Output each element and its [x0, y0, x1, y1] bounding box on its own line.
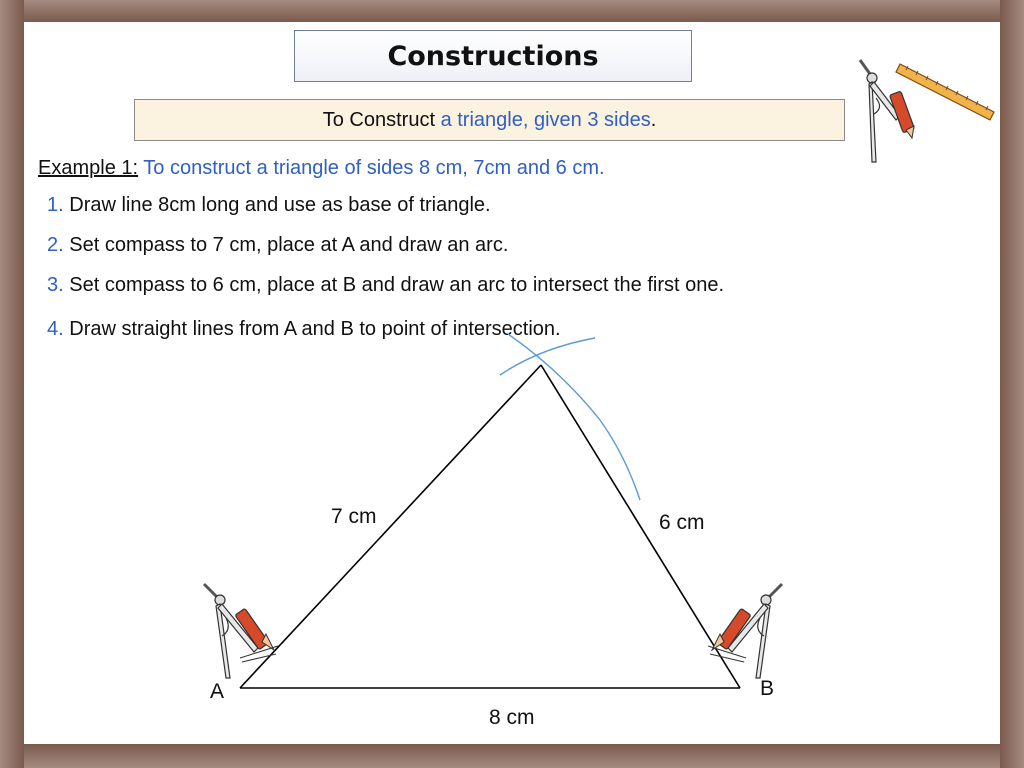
- step-number: 2.: [47, 234, 64, 256]
- ruler-icon: [896, 64, 994, 120]
- step-number: 1.: [47, 194, 64, 216]
- step-text: Draw line 8cm long and use as base of triangle.: [69, 194, 491, 216]
- step-text: Set compass to 6 cm, place at B and draw an arc to intersect the first one.: [69, 274, 725, 296]
- example-text: To construct a triangle of sides 8 cm, 7cm and 6 cm.: [143, 157, 605, 179]
- triangle-left-side: [240, 365, 541, 688]
- vertex-a-label: A: [210, 680, 225, 703]
- subtitle-highlight: a triangle, given 3 sides: [440, 108, 651, 131]
- compass-pencil-icon: [708, 584, 782, 678]
- triangle-right-side: [541, 365, 740, 688]
- side-base-label: 8 cm: [489, 706, 535, 729]
- step-text: Draw straight lines from A and B to point of intersection.: [69, 318, 561, 340]
- subtitle-suffix: .: [650, 108, 657, 131]
- step-number: 3.: [47, 274, 64, 296]
- vertex-b-label: B: [760, 677, 775, 700]
- subtitle-prefix: To Construct: [322, 108, 435, 131]
- example-label: Example 1:: [38, 157, 139, 179]
- arc-from-a: [500, 338, 595, 375]
- page-title: Constructions: [387, 40, 599, 72]
- step-number: 4.: [47, 318, 64, 340]
- side-right-label: 6 cm: [659, 511, 705, 534]
- side-left-label: 7 cm: [331, 505, 377, 528]
- step-text: Set compass to 7 cm, place at A and draw an arc.: [69, 234, 509, 256]
- compass-pencil-icon: [204, 584, 278, 678]
